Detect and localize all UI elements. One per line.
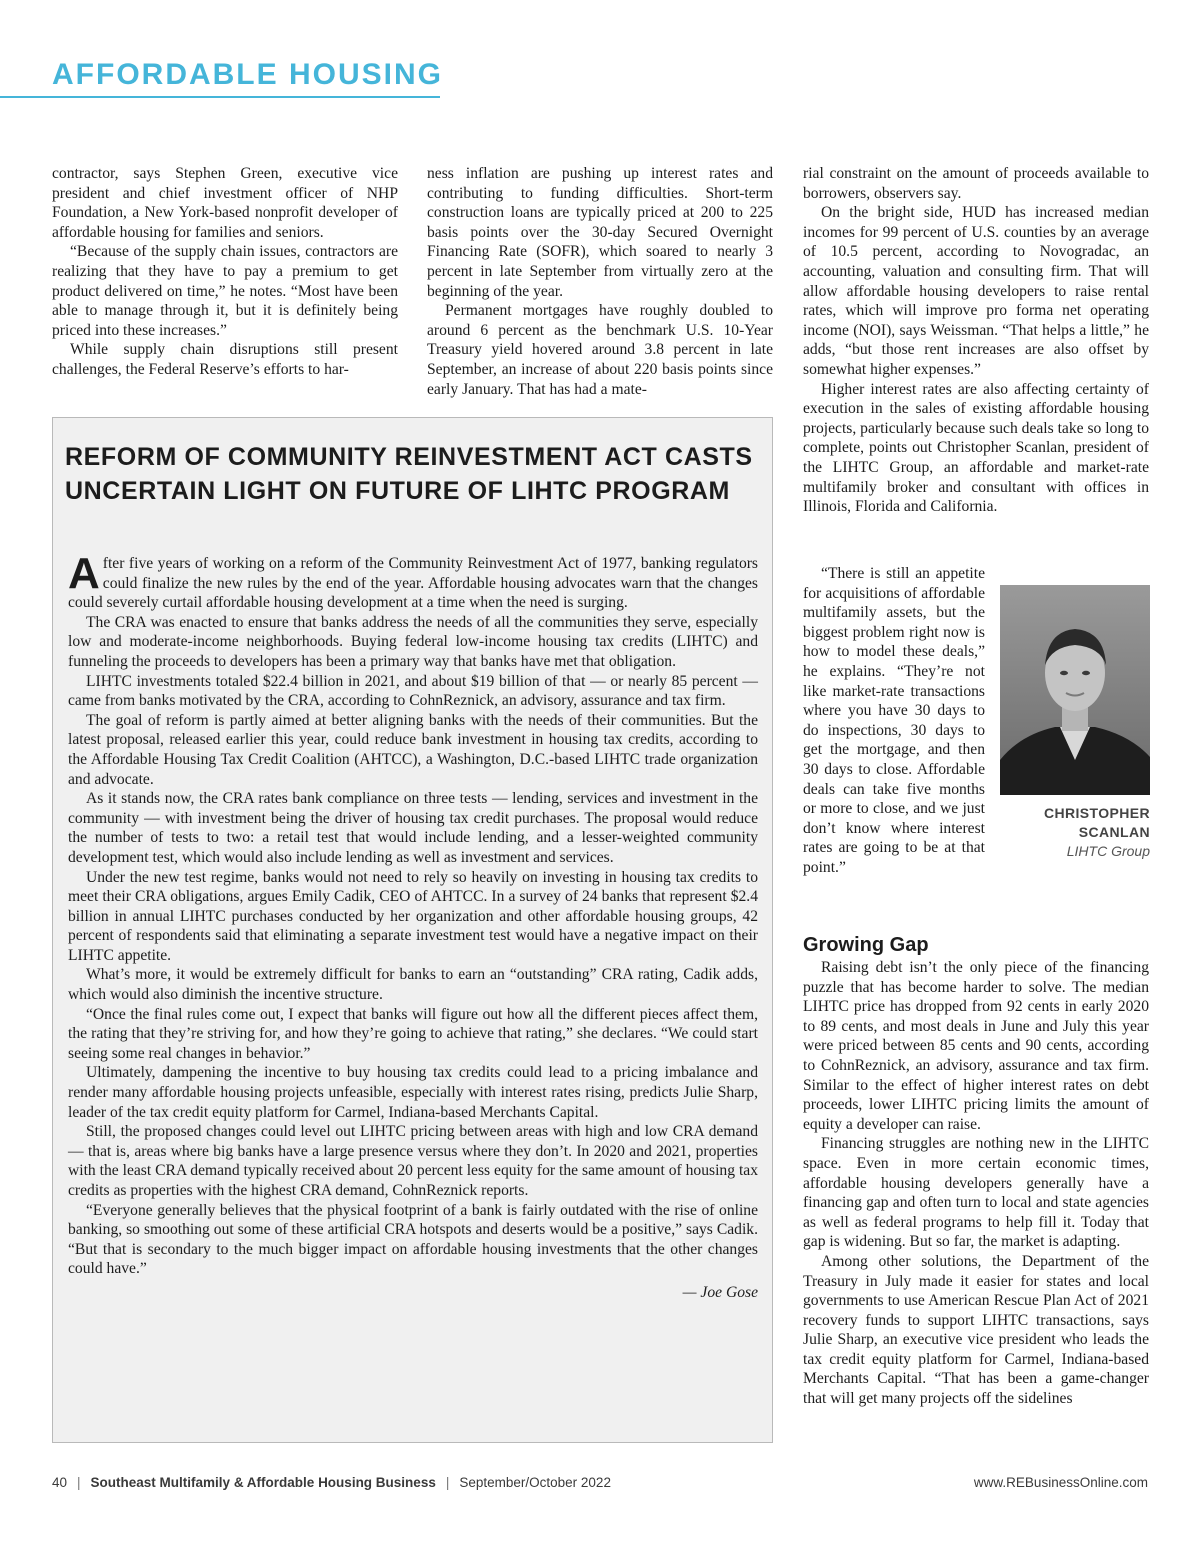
- sidebar-body: [68, 549, 758, 1303]
- article-paragraph: Among other solutions, the Department of the Treasury in July made it easier for states and local governments to use American Rescue Plan Act of 2021 recovery funds to support LIHTC transactions, says Julie Sharp, an executive vice president who leads the tax credit equity platform for Carmel, Indiana-based Merchants Capital. “That has been a game-changer that will get many projects off the sidelines: [803, 1252, 1149, 1408]
- article-paragraph: ness inflation are pushing up interest rates and contributing to funding difficulties. Short-term construction loans are typically priced at 200 to 225 basis points over the 30-day Secured Overnight Financing Rate (SOFR), which soared to nearly 3 percent in late September from virtually zero at the beginning of the year.: [427, 165, 773, 300]
- caption-organization: LIHTC Group: [1066, 843, 1150, 859]
- sidebar-paragraph: The goal of reform is partly aimed at better aligning banks with the needs of their communities. But the latest proposal, released earlier this year, could reduce bank investment in housing tax credits, according to the Affordable Housing Tax Credit Coalition (AHTCC), a Washington, D.C.-based LIHTC trade organization and advocate.: [68, 711, 758, 788]
- sidebar-paragraph: LIHTC investments totaled $22.4 billion in 2021, and about $19 billion of that — or nearly 85 percent — came from banks motivated by the CRA, according to CohnReznick, an advisory, assurance and tax firm.: [68, 672, 758, 710]
- sidebar-paragraph: Ultimately, dampening the incentive to buy housing tax credits could lead to a pricing imbalance and render many affordable housing projects unfeasible, especially with interest rates rising, predicts Julie Sharp, leader of the tax credit equity platform for Carmel, Indiana-based Merchants Capital.: [68, 1064, 758, 1121]
- sidebar-title: REFORM OF COMMUNITY REINVESTMENT ACT CASTS UNCERTAIN LIGHT ON FUTURE OF LIHTC PROGRAM: [65, 443, 753, 505]
- sidebar-paragraph: Under the new test regime, banks would not need to rely so heavily on investing in housing tax credits to meet their CRA obligations, argues Emily Cadik, CEO of AHTCC. In a survey of 24 banks that represent $2.4 billion in annual LIHTC purchases conducted by her organization and other affordable housing groups, 42 percent of respondents said that eliminating a separate investment test would have a negative impact on their LIHTC appetite.: [68, 868, 758, 964]
- article-paragraph: “Because of the supply chain issues, contractors are realizing that they have to pay a premium to get product delivered on time,” he notes. “Most have been able to manage through it, but it is definitely being priced into these increases.”: [52, 243, 398, 339]
- sidebar-lead-paragraph: [68, 549, 758, 613]
- article-column-1: [52, 164, 398, 380]
- footer-separator: |: [77, 1475, 81, 1490]
- sidebar-lead-text: fter five years of working on a reform of the Community Reinvestment Act of 1977, banking regulators could finalize the new rules by the end of the year. Affordable housing advocates warn that the changes could severely curtail affordable housing development at a time when the need is surging.: [68, 555, 758, 612]
- footer-separator: |: [445, 1475, 450, 1490]
- article-column-3-narrow: [803, 564, 985, 878]
- website-link[interactable]: www.REBusinessOnline.com: [973, 1475, 1148, 1490]
- portrait-photo: [1000, 585, 1150, 795]
- article-paragraph: Permanent mortgages have roughly doubled to around 6 percent as the benchmark U.S. 10-Year Treasury yield hovered around 3.8 percent in late September, an increase of about 220 basis points since early January. That has had a mate-: [427, 302, 773, 398]
- sidebar-paragraph: What’s more, it would be extremely difficult for banks to earn an “outstanding” CRA rating, Cadik adds, which would also diminish the incentive structure.: [68, 966, 758, 1004]
- article-paragraph: contractor, says Stephen Green, executive vice president and chief investment officer of NHP Foundation, a New York-based nonprofit developer of affordable housing for families and seniors.: [52, 165, 398, 241]
- sidebar-paragraph: “Once the final rules come out, I expect that banks will figure out how all the different pieces affect them, the rating that they’re striving for, and how they’re going to achieve that rating,” she declares. “We could start seeing some real changes in behavior.”: [68, 1005, 758, 1062]
- sidebar-paragraph: Still, the proposed changes could level out LIHTC pricing between areas with high and low CRA demand — that is, areas where big banks have a large presence versus where they don’t. In 2020 and 2021, properties with the least CRA demand typically received about 20 percent less equity for the same amount of housing tax credits as properties with the highest CRA demand, CohnReznick reports.: [68, 1123, 758, 1199]
- caption-name: CHRISTOPHER SCANLAN: [1043, 805, 1150, 840]
- portrait-silhouette-icon: [1000, 585, 1150, 795]
- article-paragraph: rial constraint on the amount of proceeds available to borrowers, observers say.: [803, 165, 1149, 202]
- page-number: 40: [52, 1475, 68, 1490]
- page-footer: [52, 1475, 1148, 1490]
- drop-cap: A: [68, 549, 100, 598]
- article-paragraph: “There is still an appetite for acquisitions of affordable multifamily assets, but the biggest problem right now is how to model these deals,” he explains. “They’re not like market-rate transactions where you have 30 days to do inspections, 30 days to get the mortgage, and then 30 days to close. Affordable deals can take five months or more to close, and we just don’t know where interest rates are going to be at that point.”: [803, 565, 985, 876]
- section-title: AFFORDABLE HOUSING: [52, 58, 443, 91]
- sidebar-paragraph: “Everyone generally believes that the physical footprint of a bank is fairly outdated with the rise of online banking, so smoothing out some of these artificial CRA hotspots and deserts would be a positive,” says Cadik. “But that is secondary to the much bigger impact on affordable housing investments that the other changes could have.”: [68, 1201, 758, 1278]
- byline: — Joe Gose: [682, 1283, 758, 1301]
- article-paragraph: On the bright side, HUD has increased median incomes for 99 percent of U.S. counties by an average of 10.5 percent, according to Novogradac, an accounting, valuation and consulting firm. That will allow affordable housing developers to raise rental rates, which will improve pro forma net operating income (NOI), says Weissman. “That helps a little,” he adds, “but those rent increases are also offset by somewhat higher expenses.”: [803, 204, 1149, 378]
- subhead: Growing Gap: [803, 934, 929, 956]
- sidebar-box: [52, 417, 773, 1443]
- sidebar-paragraph: As it stands now, the CRA rates bank compliance on three tests — lending, services and investment in the community — with investment being the driver of housing tax credit purchases. The proposal would reduce the number of tests to two: a retail test that would include lending, and a lesser-weighted community development test, which would also include lending as well as investment and services.: [68, 790, 758, 866]
- photo-caption: [1000, 804, 1150, 861]
- sidebar-paragraph: The CRA was enacted to ensure that banks address the needs of all the communities they serve, especially low and moderate-income neighborhoods. Buying federal low-income housing tax credits (LIHTC) and funneling the proceeds to developers has been a primary way that banks have met that obligation.: [68, 613, 758, 670]
- article-paragraph: While supply chain disruptions still present challenges, the Federal Reserve’s efforts to har-: [52, 341, 398, 378]
- issue-date: September/October 2022: [459, 1475, 611, 1490]
- article-column-2: [427, 164, 773, 399]
- article-column-3-lower: [803, 933, 1149, 1409]
- article-paragraph: Raising debt isn’t the only piece of the financing puzzle that has become harder to solve. The median LIHTC price has dropped from 92 cents in early 2020 to 89 cents, and most deals in June and July this year were priced between 85 cents and 90 cents, according to CohnReznick, an advisory, assurance and tax firm. Similar to the effect of higher interest rates on debt proceeds, lower LIHTC pricing limits the amount of equity a developer can raise.: [803, 959, 1149, 1133]
- article-paragraph: Higher interest rates are also affecting certainty of execution in the sales of existing affordable housing projects, particularly because such deals take so long to complete, points out Christopher Scanlan, president of the LIHTC Group, an affordable and market-rate multifamily broker and consultant with offices in Illinois, Florida and California.: [803, 380, 1149, 516]
- publication-name: Southeast Multifamily & Affordable Housing Business: [90, 1475, 436, 1490]
- section-rule: [0, 96, 440, 98]
- article-column-3: [803, 164, 1149, 517]
- article-paragraph: Financing struggles are nothing new in the LIHTC space. Even in more certain economic times, affordable housing developers generally have a financing gap and often turn to local and state agencies as well as federal programs to help fill it. Today that gap is widening. But so far, the market is adapting.: [803, 1135, 1149, 1251]
